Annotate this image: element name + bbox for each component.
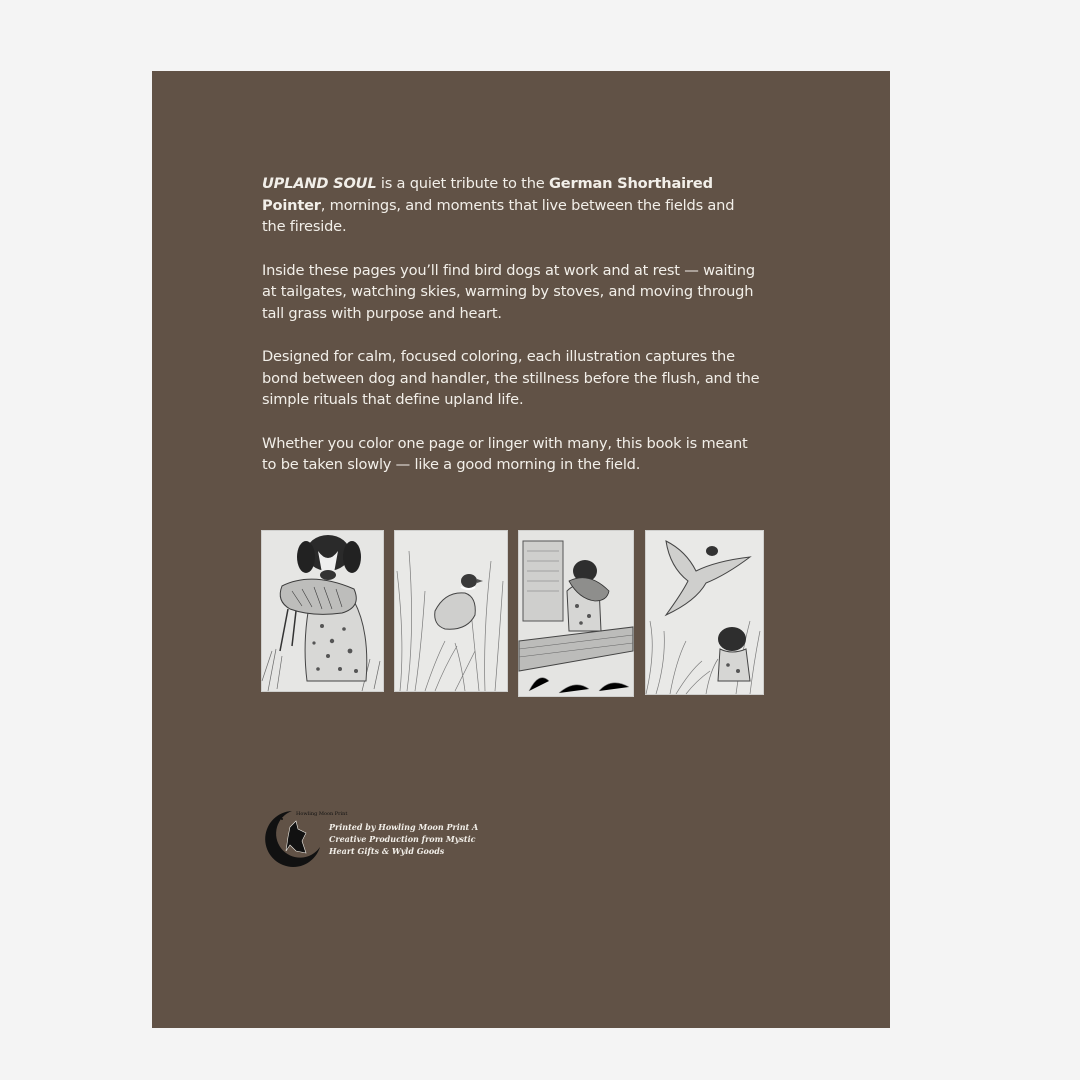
pheasant-in-grass-illustration — [395, 531, 507, 691]
imprint-printer: Printed by Howling Moon Print A Creative Production from — [329, 822, 479, 844]
blurb-paragraph-3: Designed for calm, focused coloring, each illustration captures the bond between dog and handler, the stillness before the flush, and the simple rituals that define upland life. — [262, 348, 760, 408]
book-back-cover — [152, 71, 890, 1028]
blurb-text: is a quiet tribute to the — [376, 175, 549, 192]
blurb-paragraph-2: Inside these pages you’ll find bird dogs at work and at rest — waiting at tailgates, watching skies, warming by stoves, and moving through tall grass with purpose and heart. — [262, 261, 755, 322]
preview-images — [152, 531, 890, 701]
blurb-paragraph-1 — [262, 173, 762, 238]
book-title: UPLAND SOUL — [262, 175, 377, 192]
publisher-imprint — [262, 807, 522, 867]
imprint-publisher: Mystic Heart Gifts & Wyld Goods — [329, 834, 476, 856]
flushing-pheasant-drawing — [646, 531, 763, 694]
dog-with-pheasant-illustration — [262, 531, 383, 691]
pheasant-in-grass-drawing — [395, 531, 507, 691]
howling-moon-logo-icon — [262, 807, 348, 867]
breed-name: German Shorthaired Pointer — [262, 175, 713, 214]
dog-at-tailgate-illustration — [519, 531, 633, 696]
blurb-text: , mornings, and moments that live between the fields and the fireside. — [262, 196, 735, 235]
blurb — [262, 173, 762, 498]
blurb-paragraph-4: Whether you color one page or linger with many, this book is meant to be taken slowly — like a good morning in the field. — [262, 434, 748, 473]
flushing-pheasant-illustration — [646, 531, 763, 694]
logo-wordmark: Howling Moon Print — [296, 811, 348, 817]
dog-with-pheasant-drawing — [262, 531, 383, 691]
dog-at-tailgate-drawing — [519, 531, 633, 696]
imprint-text — [329, 821, 499, 857]
